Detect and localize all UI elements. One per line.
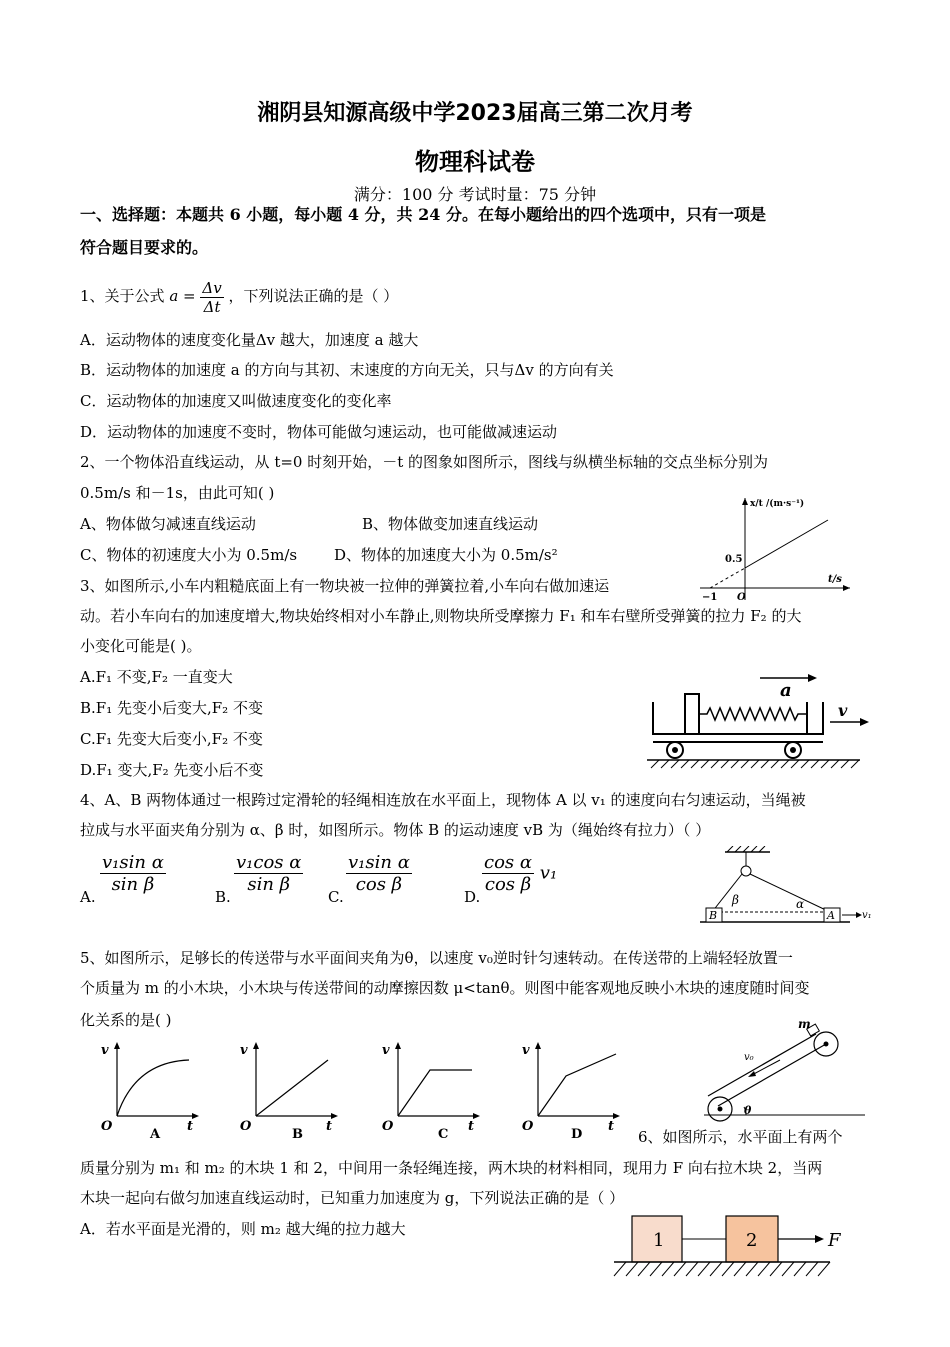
q5a-label: A [150, 1127, 161, 1140]
q2-line1: 2、一个物体沿直线运动，从 t=0 时刻开始，－t 的图象如图所示，图线与纵横坐标轴的交点坐标分别为 [80, 453, 769, 471]
q3-velocity-arrow-icon [860, 718, 869, 726]
q1-stem [80, 276, 398, 316]
section1-line1: 一、选择题：本题共 6 小题，每小题 4 分，共 24 分。在每小题给出的四个选项中，只有一项是 [80, 205, 766, 224]
q5c-y-arrow-icon [395, 1042, 401, 1049]
q5a-o-label: O [101, 1119, 113, 1134]
q2-graph [690, 490, 860, 605]
q3-wheel-right-hub [790, 747, 796, 753]
q2-dashed-ext [710, 568, 745, 588]
q5d-y-arrow-icon [535, 1042, 541, 1049]
q3-line2: 动。若小车向右的加速度增大,物块始终相对小车静止,则物块所受摩擦力 F₁ 和车右壁所受弹簧的拉力 F₂ 的大 [80, 607, 802, 625]
q6-line2: 质量分别为 m₁ 和 m₂ 的木块 1 和 2，中间用一条轻绳连接，两木块的材料相同，现用力 F 向右拉木块 2，当两 [80, 1159, 823, 1177]
q3-v-label: v [838, 701, 848, 720]
q4-alpha: α [796, 897, 805, 911]
q4-option-c [346, 852, 412, 895]
q4-option-a [100, 852, 166, 895]
subject-title: 物理科试卷 [415, 148, 535, 176]
q1-stem-prefix: 1、关于公式 [80, 287, 165, 305]
q5-belt-top-edge [708, 1034, 816, 1096]
q4-beta: β [732, 893, 739, 907]
q2-line2: 0.5m/s 和－1s，由此可知( ) [80, 484, 275, 502]
q5-upper-pulley-hub [824, 1042, 829, 1047]
q4-v1-label: v₁ [862, 910, 872, 921]
q5-graph-d [516, 1038, 626, 1140]
q2-y-arrow-icon [742, 498, 748, 505]
q5a-y-arrow-icon [114, 1042, 120, 1049]
exam-meta: 满分：100 分 考试时量：75 分钟 [353, 185, 597, 204]
q5-belt-figure [700, 1018, 870, 1122]
q5c-line [398, 1070, 472, 1116]
q1-option-a: A．运动物体的速度变化量Δv 越大，加速度 a 越大 [80, 331, 419, 349]
q4-option-b [234, 852, 303, 895]
q4-optD-den: cos β [484, 874, 532, 895]
q5-graph-a [95, 1038, 205, 1140]
q1-formula-num: Δv [202, 278, 222, 297]
q5d-o-label: O [522, 1119, 534, 1134]
q2-option-d: D、物体的加速度大小为 0.5m/s² [334, 546, 558, 564]
q3-option-c: C.F₁ 先变大后变小,F₂ 不变 [80, 730, 263, 748]
q6-option-a: A．若水平面是光滑的，则 m₂ 越大绳的拉力越大 [80, 1220, 406, 1238]
q5d-x-arrow-icon [613, 1113, 620, 1119]
q5-v0-label: v₀ [744, 1052, 754, 1063]
q4-label-a: A [827, 909, 835, 922]
q5-graph-b [234, 1038, 344, 1140]
q2-x-label: t/s [828, 574, 842, 585]
q4-optB-den: sin β [247, 874, 291, 895]
q6-force-label: F [828, 1230, 841, 1251]
q5d-v-label: v [522, 1043, 530, 1058]
q5a-t-label: t [187, 1119, 194, 1134]
q1-formula [200, 279, 223, 316]
q1-option-c: C．运动物体的加速度又叫做速度变化的变化率 [80, 392, 392, 410]
q5-lower-pulley-hub [718, 1107, 723, 1112]
q4-line1: 4、A、B 两物体通过一根跨过定滑轮的轻绳相连放在水平面上，现物体 A 以 v₁ 的速度向右匀速运动，当绳被 [80, 791, 806, 809]
q4-optB-num: v₁cos α [236, 852, 302, 873]
q5b-x-arrow-icon [331, 1113, 338, 1119]
q5-line1: 5、如图所示，足够长的传送带与水平面间夹角为θ，以速度 v₀逆时针匀速转动。在传送带的上端轻轻放置一 [80, 949, 793, 967]
q6-block-2-label: 2 [746, 1230, 758, 1251]
q3-option-b: B.F₁ 先变小后变大,F₂ 不变 [80, 699, 263, 717]
q4-label-b: B [709, 909, 718, 922]
q5-line3: 化关系的是( ) [80, 1011, 172, 1029]
q4-ceiling-hatch [727, 846, 765, 852]
q1-option-d: D．运动物体的加速度不变时，物体可能做匀速运动，也可能做减速运动 [80, 423, 558, 441]
q4-option-d-label: D. [464, 888, 481, 906]
q4-option-c-label: C. [328, 888, 344, 906]
q5d-t-label: t [608, 1119, 615, 1134]
q4-pulley-figure [700, 846, 880, 926]
q2-x-arrow-icon [843, 585, 850, 591]
q2-x-intercept: −1 [702, 592, 718, 603]
q3-line3: 小变化可能是( )。 [80, 637, 202, 655]
q2-line [745, 520, 828, 568]
q3-spring [699, 708, 807, 720]
q4-pulley-icon [741, 866, 751, 876]
q5-m-label: m [798, 1018, 811, 1031]
q5c-t-label: t [468, 1119, 475, 1134]
q5c-o-label: O [382, 1119, 394, 1134]
q2-origin: O [737, 592, 746, 603]
q4-option-d [482, 852, 557, 895]
q1-stem-suffix: ，下列说法正确的是（ ） [228, 287, 399, 305]
q5-theta-label: θ [744, 1104, 752, 1117]
q5b-line [256, 1060, 328, 1116]
q5a-v-label: v [101, 1043, 109, 1058]
q5b-label: B [292, 1127, 303, 1140]
section1-line2: 符合题目要求的。 [80, 238, 209, 257]
q5b-y-arrow-icon [253, 1042, 259, 1049]
school-title: 湘阴县知源高级中学2023届高三第二次月考 [257, 101, 693, 126]
q5a-curve [117, 1060, 189, 1116]
q5-belt-bottom-edge [718, 1044, 826, 1106]
q3-accel-arrow-icon [808, 674, 817, 682]
q3-option-d: D.F₁ 变大,F₂ 先变小后不变 [80, 761, 264, 779]
q2-option-b: B、物体做变加速直线运动 [362, 515, 539, 533]
q5d-label: D [571, 1127, 583, 1140]
q4-optA-num: v₁sin α [102, 852, 164, 873]
q4-optD-num: cos α [484, 852, 533, 873]
q5c-x-arrow-icon [473, 1113, 480, 1119]
q4-line2: 拉成与水平面夹角分别为 α、β 时，如图所示。物体 B 的运动速度 vB 为（绳始终有拉力）（ ） [80, 821, 711, 839]
q5c-label: C [438, 1127, 449, 1140]
q3-wheel-left-hub [672, 747, 678, 753]
q6-blocks-figure [610, 1210, 860, 1282]
q2-option-c: C、物体的初速度大小为 0.5m/s [80, 546, 298, 564]
q4-rope-a [750, 874, 830, 912]
q1-formula-lhs: a = [169, 287, 196, 305]
q6-ground-hatch [614, 1262, 830, 1276]
q4-optC-den: cos β [355, 874, 403, 895]
q4-option-b-label: B. [215, 888, 231, 906]
q5a-x-arrow-icon [192, 1113, 199, 1119]
q4-optC-num: v₁sin α [348, 852, 410, 873]
q3-line1: 3、如图所示,小车内粗糙底面上有一物块被一拉伸的弹簧拉着,小车向右做加速运 [80, 577, 610, 595]
q3-cart-figure [645, 672, 875, 774]
q6-force-arrow-icon [815, 1235, 824, 1243]
q5b-o-label: O [240, 1119, 252, 1134]
q6-line1: 6、如图所示，水平面上有两个 [638, 1128, 843, 1146]
q6-block-1-label: 1 [653, 1230, 665, 1251]
q5-graph-c [376, 1038, 486, 1140]
q3-option-a: A.F₁ 不变,F₂ 一直变大 [80, 668, 233, 686]
q3-a-label: a [780, 680, 792, 701]
q3-block [685, 694, 699, 734]
q1-option-b: B．运动物体的加速度 a 的方向与其初、末速度的方向无关，只与Δv 的方向有关 [80, 361, 614, 379]
q5b-t-label: t [326, 1119, 333, 1134]
q5-line2: 个质量为 m 的小木块，小木块与传送带间的动摩擦因数 μ<tanθ。则图中能客观地反映小木块的速度随时间变 [80, 979, 810, 997]
q4-optD-suffix: v₁ [539, 862, 558, 884]
q3-ground-hatch [651, 760, 859, 768]
q2-y-label: x/t /(m·s⁻¹) [750, 499, 805, 509]
q5b-v-label: v [240, 1043, 248, 1058]
q3-cart-body [653, 702, 823, 734]
q2-option-a: A、物体做匀减速直线运动 [80, 515, 256, 533]
q5d-line [538, 1054, 616, 1116]
q4-option-a-label: A. [80, 888, 96, 906]
q1-formula-den: Δt [203, 297, 221, 316]
q2-y-intercept: 0.5 [725, 554, 743, 565]
q5c-v-label: v [382, 1043, 390, 1058]
q6-line3: 木块一起向右做匀加速直线运动时，已知重力加速度为 g，下列说法正确的是（ ） [80, 1189, 625, 1207]
q4-optA-den: sin β [111, 874, 155, 895]
